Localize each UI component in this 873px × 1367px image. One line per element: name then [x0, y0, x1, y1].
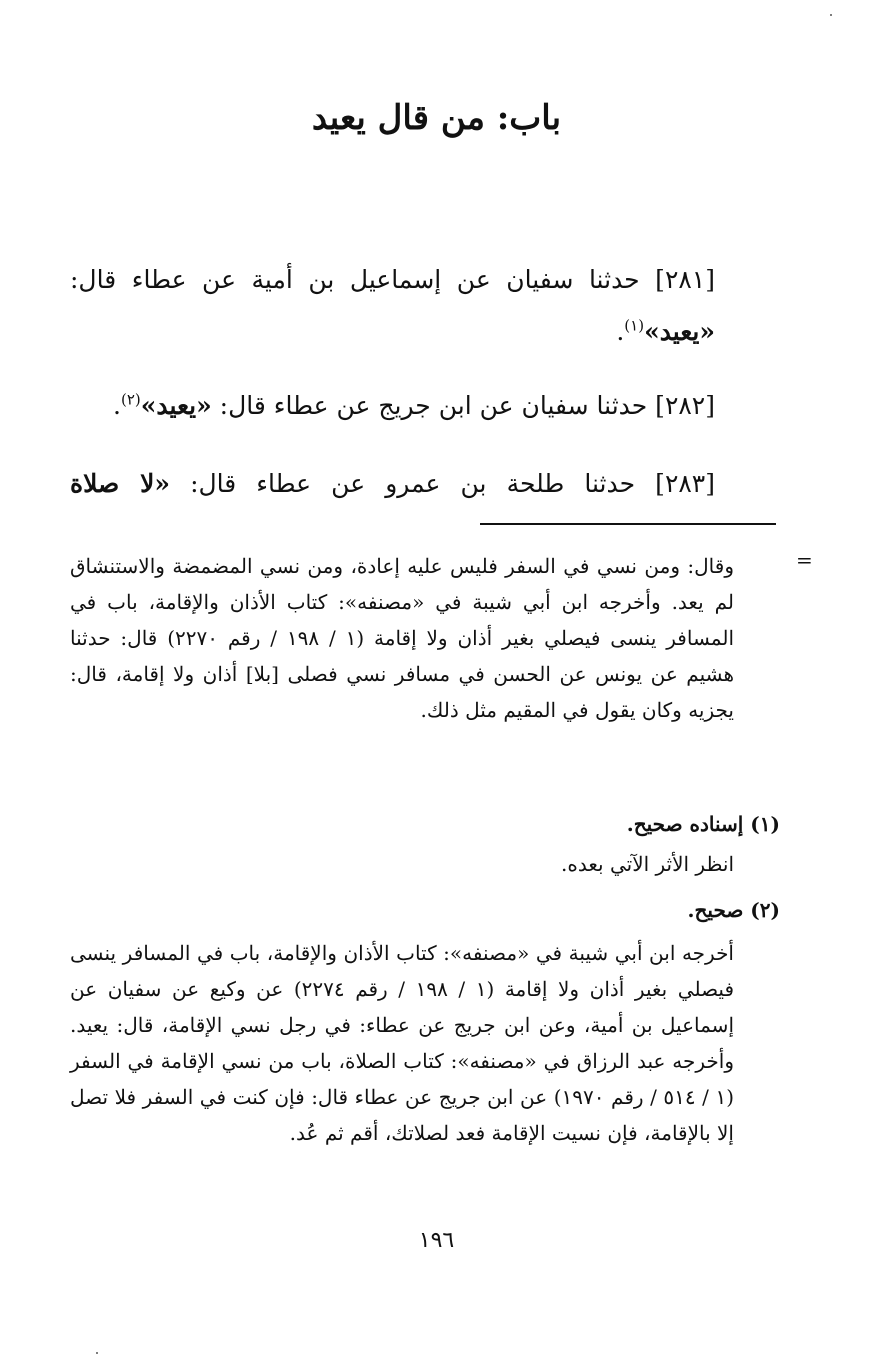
footnote-1-text: انظر الأثر الآتي بعده.	[561, 852, 734, 876]
scan-speck	[830, 14, 832, 16]
hadith-quote: «لا صلاة	[70, 469, 170, 498]
footnote-2-heading: (٢) صحيح.	[687, 898, 780, 922]
hadith-end: .	[113, 391, 121, 420]
hadith-282	[70, 380, 715, 432]
hadith-283	[70, 458, 715, 510]
page-number: ١٩٦	[418, 1228, 455, 1253]
chapter-title: باب: من قال يعيد	[311, 98, 562, 138]
hadith-text: [٢٨٣] حدثنا طلحة بن عمرو عن عطاء قال:	[190, 469, 715, 498]
hadith-quote: «يعيد»	[644, 317, 715, 346]
hadith-281	[70, 254, 715, 358]
hadith-quote: «يعيد»	[140, 391, 212, 420]
hadith-end: .	[616, 317, 625, 346]
footnote-2-text: أخرجه ابن أبي شيبة في «مصنفه»: كتاب الأذان والإقامة، باب في المسافر ينسى فيصلي بغير أذان ولا إقامة (١ / ١٩٨ / رقم ٢٢٧٤) عن وكيع عن سفيان عن إسماعيل بن أمية، وعن ابن جريج عن عطاء: في رجل نسي الإقامة، قال: يعيد. وأخرجه عبد الرزاق في «مصنفه»: كتاب الصلاة، باب من نسي الإقامة في السفر (١ / ٥١٤ / رقم ١٩٧٠) عن ابن جريج عن عطاء قال: فإن كنت في السفر فلا تصل إلا بالإقامة، فإن نسيت الإقامة فعد لصلاتك، أقم ثم عُد.	[70, 941, 735, 1145]
hadith-text: [٢٨١] حدثنا سفيان عن إسماعيل بن أمية عن عطاء قال:	[70, 265, 716, 294]
footnote-continuation: وقال: ومن نسي في السفر فليس عليه إعادة، ومن نسي المضمضة والاستنشاق لم يعد. وأخرجه ابن أبي شيبة في «مصنفه»: كتاب الأذان والإقامة، باب في المسافر ينسى فيصلي بغير أذان ولا إقامة (١ / ١٩٨ / رقم ٢٢٧٠) قال: حدثنا هشيم عن يونس عن الحسن في مسافر نسي فصلى [بلا] أذان ولا إقامة، قال: يجزيه وكان يقول في المقيم مثل ذلك.	[70, 554, 735, 722]
hadith-text: [٢٨٢] حدثنا سفيان عن ابن جريج عن عطاء قال:	[219, 391, 715, 420]
continuation-mark: =	[796, 548, 813, 572]
scan-speck	[96, 1352, 98, 1354]
footnote-ref: (١)	[624, 316, 645, 335]
footnote-1-heading: (١) إسناده صحيح.	[626, 812, 780, 836]
footnote-separator	[480, 523, 776, 525]
footnote-ref: (٢)	[121, 390, 141, 409]
